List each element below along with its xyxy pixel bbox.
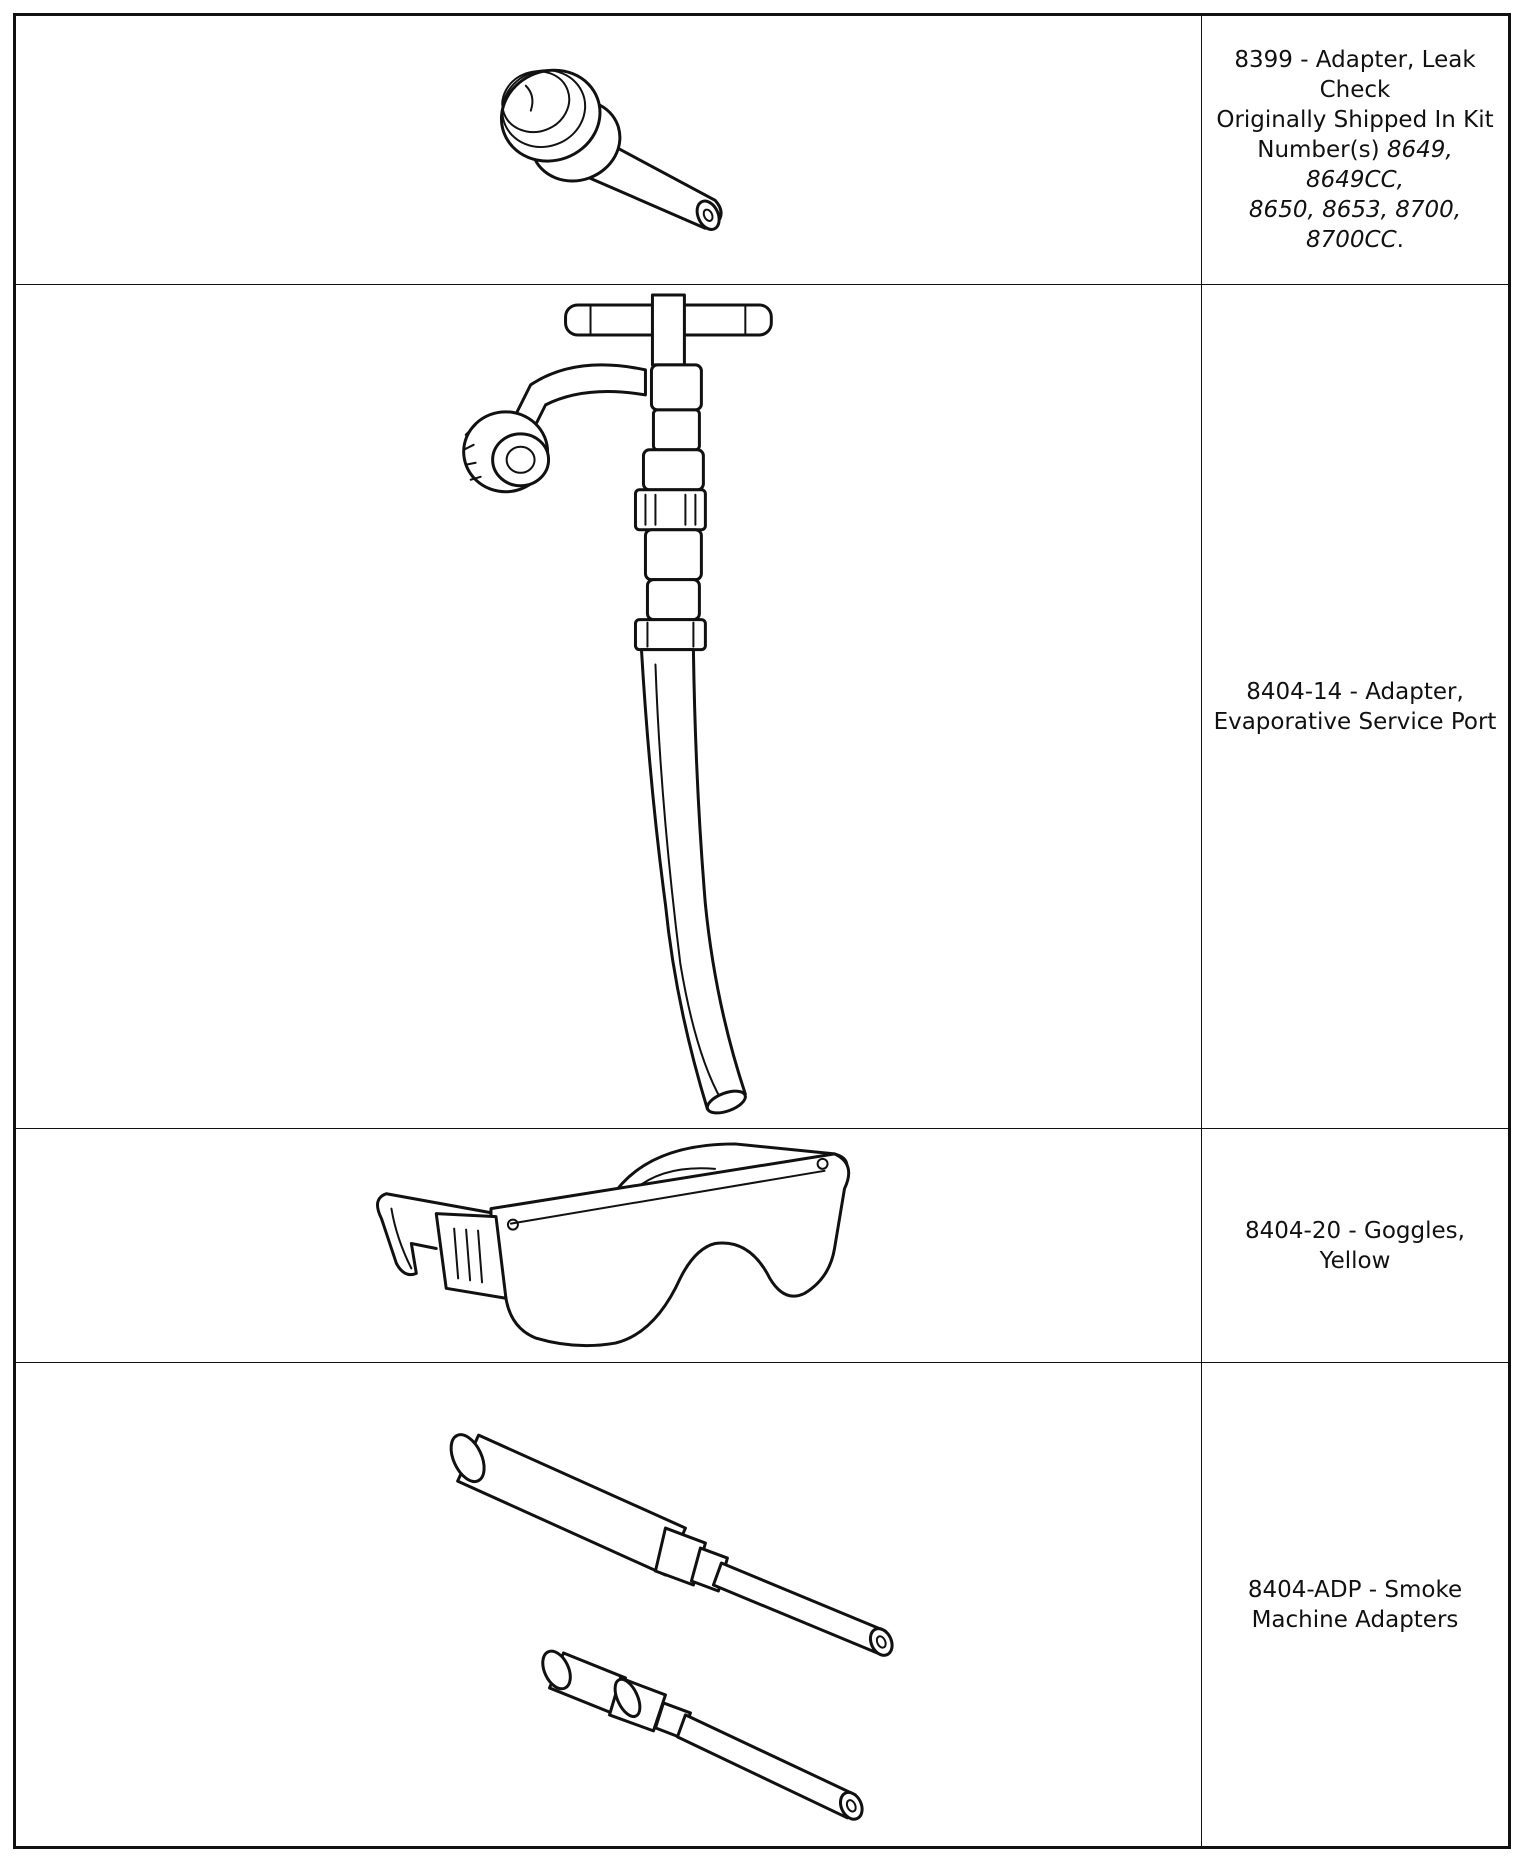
tool-name-line: 8404-ADP - Smoke — [1247, 1576, 1463, 1603]
tool-name-line: Machine Adapters — [1251, 1606, 1459, 1633]
tool-name-line: 8404-14 - Adapter, — [1246, 678, 1464, 705]
tool-name-line: 8399 - Adapter, Leak — [1234, 47, 1476, 73]
kit-shipped-line: Originally Shipped In Kit — [1216, 107, 1494, 133]
smoke-machine-adapters-illustration — [16, 1363, 1201, 1846]
tool-name-line: Check — [1319, 77, 1391, 103]
tool-description — [1202, 285, 1508, 1128]
table-row — [16, 1129, 1508, 1363]
image-cell — [16, 285, 1202, 1128]
yellow-goggles-illustration — [16, 1129, 1201, 1362]
tool-description — [1202, 1363, 1508, 1846]
kit-numbers: 8700CC — [1306, 227, 1397, 253]
leak-check-adapter-illustration — [16, 16, 1201, 284]
kit-numbers: 8650, 8653, 8700, — [1248, 197, 1462, 223]
tool-description — [1202, 16, 1508, 284]
kit-numbers-line — [1210, 225, 1500, 255]
tool-name-line: Evaporative Service Port — [1213, 708, 1497, 735]
evaporative-service-port-adapter-illustration — [16, 285, 1201, 1128]
image-cell — [16, 16, 1202, 284]
table-row — [16, 1363, 1508, 1846]
tool-name-line: 8404-20 - Goggles, Yellow — [1245, 1217, 1465, 1274]
image-cell — [16, 1129, 1202, 1362]
table-row — [16, 16, 1508, 285]
kit-numbers: 8649, 8649CC, — [1306, 137, 1453, 193]
table-row — [16, 285, 1508, 1129]
image-cell — [16, 1363, 1202, 1846]
tool-table — [13, 13, 1511, 1849]
tool-description — [1202, 1129, 1508, 1362]
kit-suffix: . — [1396, 227, 1404, 253]
kit-prefix: Number(s) — [1257, 137, 1387, 163]
kit-numbers-line — [1210, 135, 1500, 195]
